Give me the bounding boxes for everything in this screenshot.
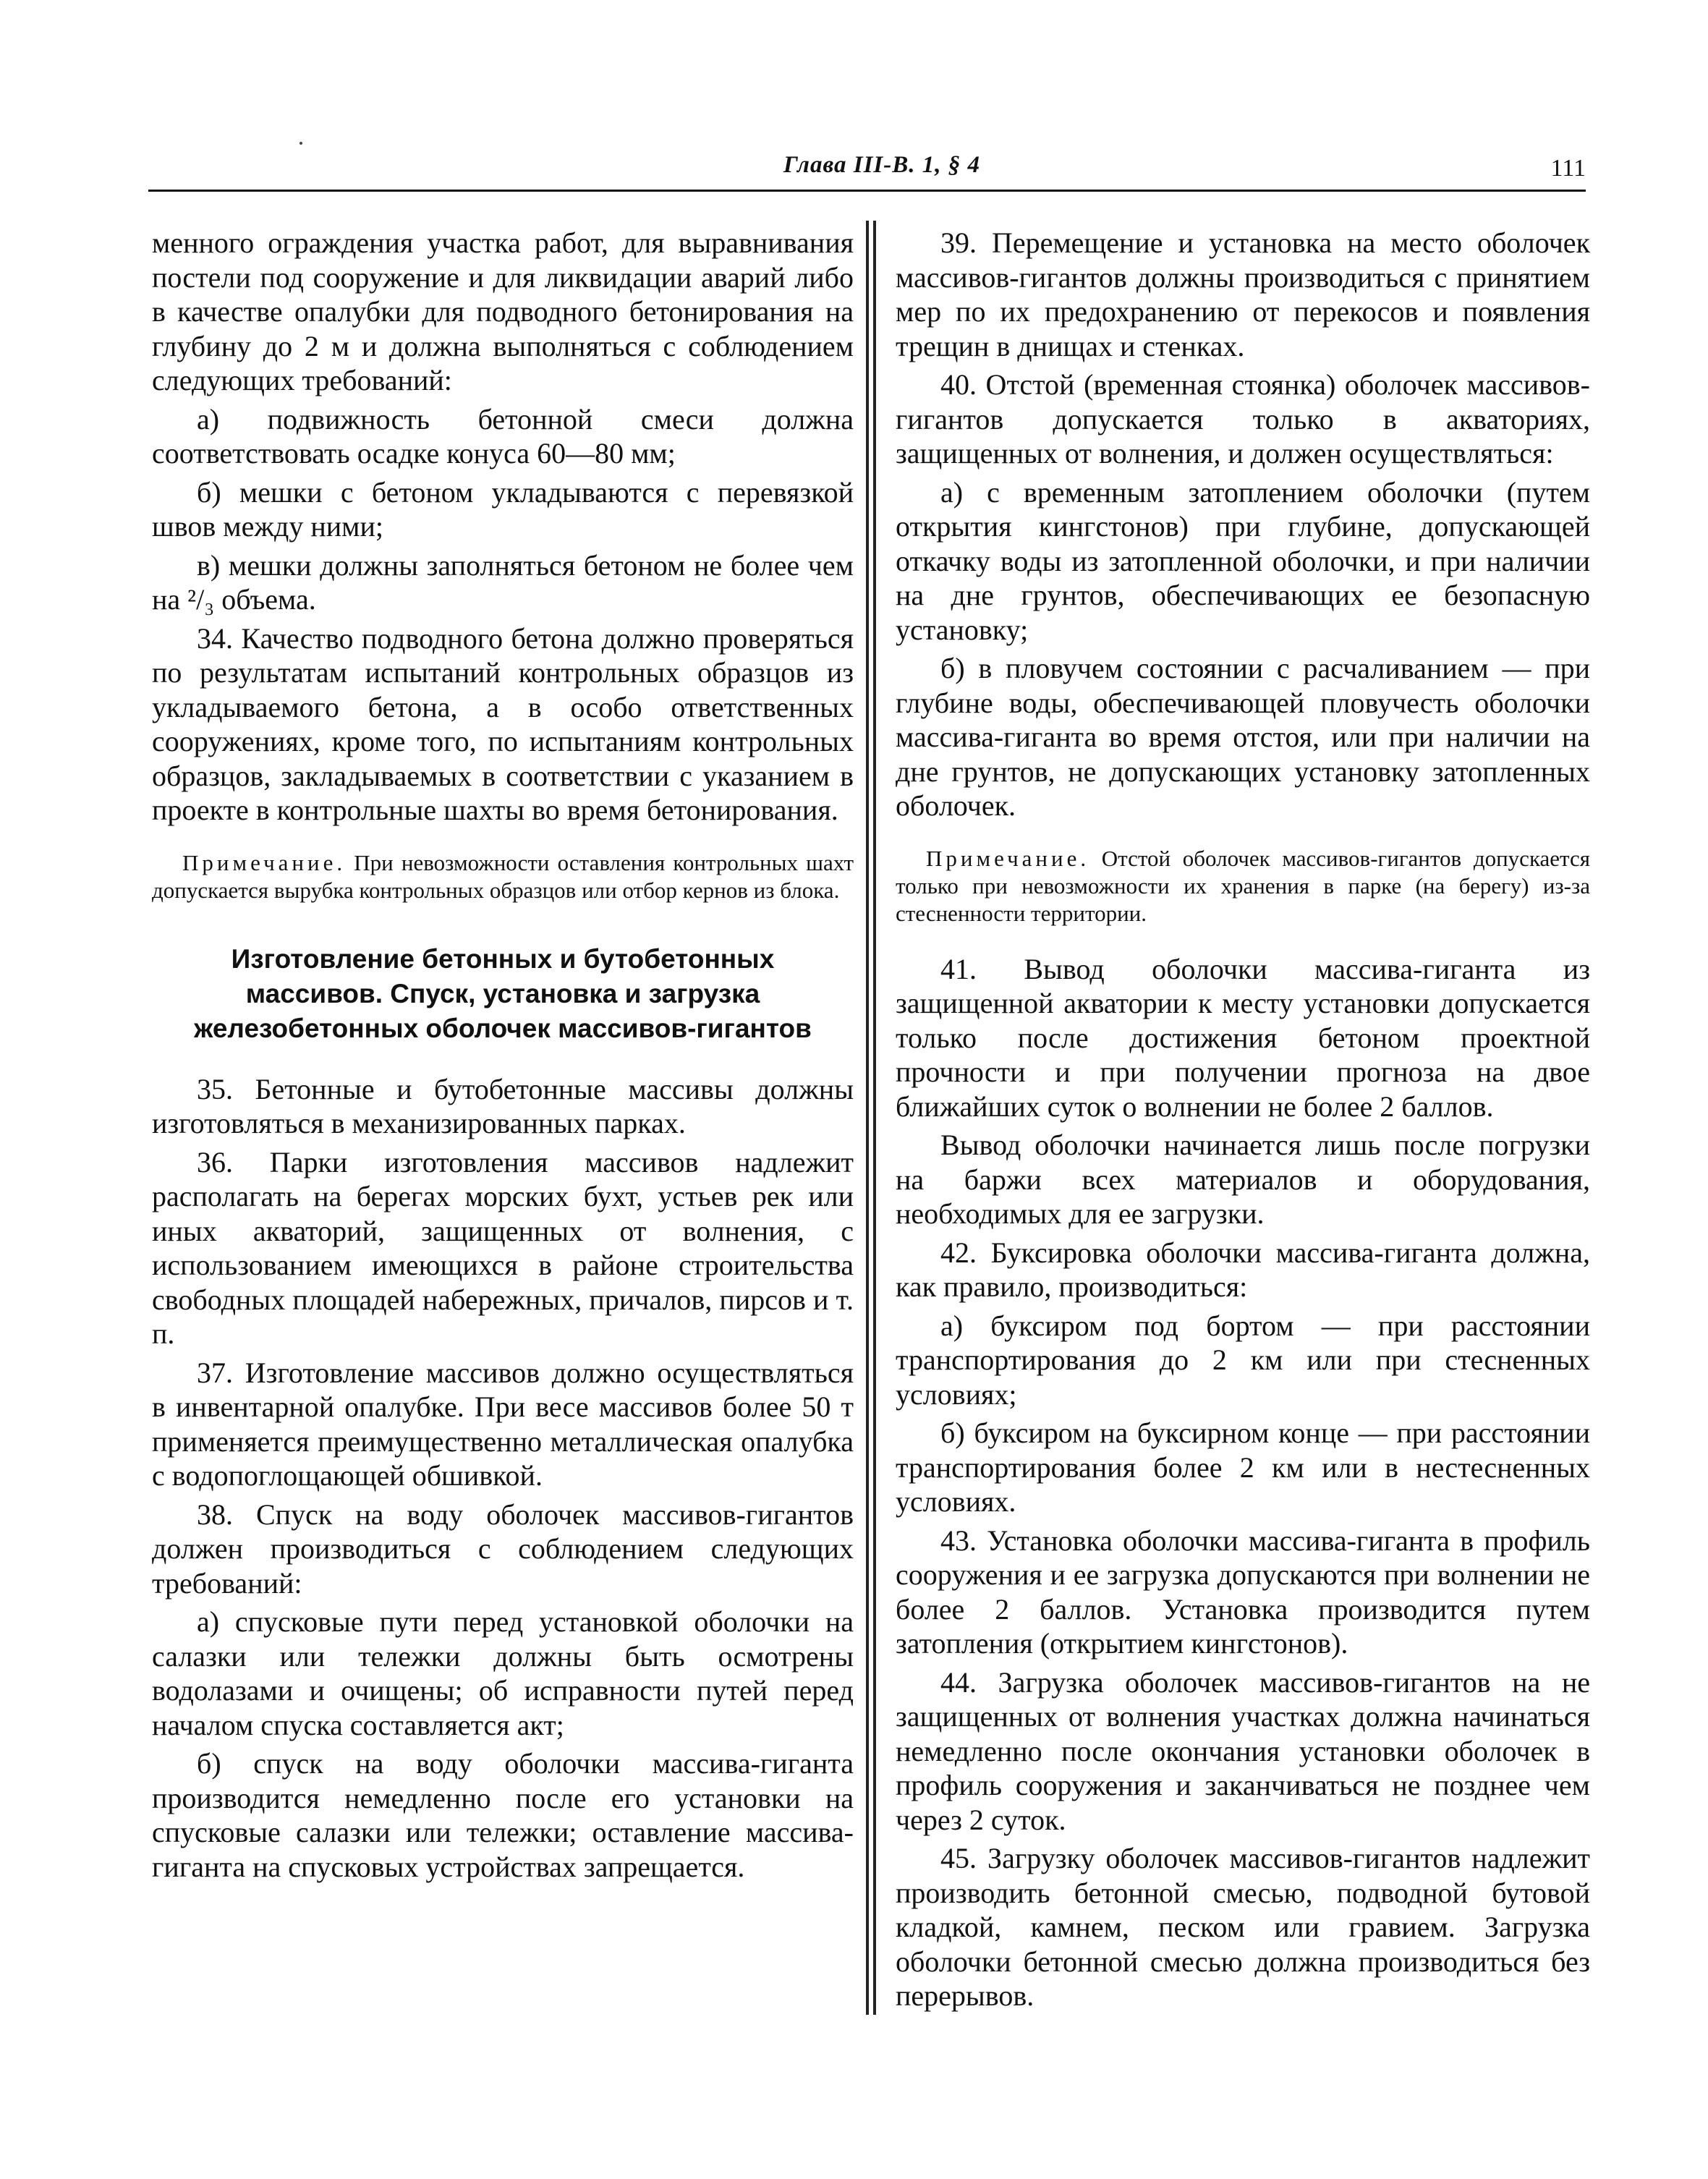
- page-header: [148, 152, 1586, 195]
- column-divider: [866, 221, 869, 2015]
- note-40: [896, 845, 1590, 927]
- clause-41: 41. Вывод оболочки массива-гиганта из защищенной акватории к месту установки допускается только после достижения бетоном проектной прочности и при получении прогноза на двое ближайших суток о волнении не более 2 баллов.: [896, 952, 1590, 1123]
- clause-38-b: б) спуск на воду оболочки массива-гиганта производится немедленно после его установки на спусковые салазки или тележки; оставление массива-гиганта на спусковых устройствах запрещается.: [152, 1747, 854, 1883]
- section-heading: [152, 942, 854, 1046]
- clause-37: 37. Изготовление массивов должно осуществляться в инвентарной опалубке. При весе массивов более 50 т применяется преимущественно металлическая опалубка с водопоглощающей обшивкой.: [152, 1356, 854, 1492]
- heading-line-3: железобетонных оболочек массивов-гигантов: [194, 1013, 812, 1043]
- clause-38: 38. Спуск на воду оболочек массивов-гигантов должен производиться с соблюдением следующих требований:: [152, 1498, 854, 1600]
- column-divider-second-line: [873, 221, 876, 2015]
- clause-43: 43. Установка оболочки массива-гиганта в профиль сооружения и ее загрузка допускаются при волнении не более 2 баллов. Установка производится путем затопления (открытием кингстонов).: [896, 1524, 1590, 1660]
- paragraph-continuation: менного ограждения участка работ, для выравнивания постели под сооружение и для ликвидации аварий либо в качестве опалубки для подводного бетонирования на глубину до 2 м и должна выполняться с соблюдением следующих требований:: [152, 226, 854, 396]
- header-rule: [148, 190, 1586, 192]
- note-label: Примечание.: [182, 849, 347, 875]
- clause-40-a: а) с временным затоплением оболочки (путем открытия кингстонов) при глубине, допускающей откачку воды из затопленной оболочки, и при наличии на дне грунтов, обеспечивающих ее безопасную установку;: [896, 475, 1590, 646]
- clause-40: 40. Отстой (временная стоянка) оболочек массивов-гигантов допускается только в акваториях, защищенных от волнения, и должен осуществляться:: [896, 368, 1590, 470]
- clause-40-b: б) в пловучем состоянии с расчаливанием — при глубине воды, обеспечивающей пловучесть оболочки массива-гиганта во время отстоя, или при наличии на дне грунтов, не допускающих установку затопленных оболочек.: [896, 652, 1590, 822]
- clause-35: 35. Бетонные и бутобетонные массивы должны изготовляться в механизированных парках.: [152, 1072, 854, 1139]
- item-c: в) мешки должны заполняться бетоном не более чем на ²/₃ объема.: [152, 548, 854, 616]
- clause-38-a: а) спусковые пути перед установкой оболочки на салазки или тележки должны быть осмотрены водолазами и очищены; об исправности путей перед началом спуска составляется акт;: [152, 1605, 854, 1741]
- clause-41-continued: Вывод оболочки начинается лишь после погрузки на баржи всех материалов и оборудования, необходимых для ее загрузки.: [896, 1129, 1590, 1230]
- heading-line-1: Изготовление бетонных и бутобетонных: [231, 943, 775, 974]
- heading-line-2: массивов. Спуск, установка и загрузка: [245, 978, 760, 1008]
- right-column: [896, 226, 1590, 2018]
- page-number: 111: [1550, 155, 1586, 182]
- scan-speck: [299, 142, 302, 145]
- note-label: Примечание.: [926, 845, 1090, 871]
- running-title: Глава III-В. 1, § 4: [783, 152, 980, 178]
- note-text: При невозможности оставления контрольных шахт допускается вырубка контрольных образцов или отбор кернов из блока.: [152, 849, 854, 903]
- note-34: [152, 849, 854, 904]
- item-a: а) подвижность бетонной смеси должна соответствовать осадке конуса 60—80 мм;: [152, 402, 854, 470]
- clause-34: 34. Качество подводного бетона должно проверяться по результатам испытаний контрольных образцов из укладываемого бетона, а в особо ответственных сооружениях, кроме того, по испытаниям контрольных образцов, закладываемых в соответствии с указанием в проекте в контрольные шахты во время бетонирования.: [152, 621, 854, 826]
- note-text: Отстой оболочек массивов-гигантов допускается только при невозможности их хранения в парке (на берегу) из-за стесненности территории.: [896, 845, 1590, 926]
- clause-42: 42. Буксировка оболочки массива-гиганта должна, как правило, производиться:: [896, 1236, 1590, 1303]
- clause-36: 36. Парки изготовления массивов надлежит располагать на берегах морских бухт, устьев рек или иных акваторий, защищенных от волнения, с использованием имеющихся в районе строительства свободных площадей набережных, причалов, пирсов и т. п.: [152, 1145, 854, 1350]
- item-b: б) мешки с бетоном укладываются с перевязкой швов между ними;: [152, 475, 854, 543]
- left-column: [152, 226, 854, 1888]
- clause-45: 45. Загрузку оболочек массивов-гигантов надлежит производить бетонной смесью, подводной бутовой кладкой, камнем, песком или гравием. Загрузка оболочки бетонной смесью должна производиться без перерывов.: [896, 1842, 1590, 2012]
- clause-42-b: б) буксиром на буксирном конце — при расстоянии транспортирования более 2 км или в нестесненных условиях.: [896, 1416, 1590, 1518]
- clause-39: 39. Перемещение и установка на место оболочек массивов-гигантов должны производиться с принятием мер по их предохранению от перекосов и появления трещин в днищах и стенках.: [896, 226, 1590, 362]
- clause-42-a: а) буксиром под бортом — при расстоянии транспортирования до 2 км или при стесненных условиях;: [896, 1309, 1590, 1411]
- clause-44: 44. Загрузка оболочек массивов-гигантов на не защищенных от волнения участках должна начинаться немедленно после окончания установки оболочек в профиль сооружения и заканчиваться не позднее чем через 2 суток.: [896, 1665, 1590, 1836]
